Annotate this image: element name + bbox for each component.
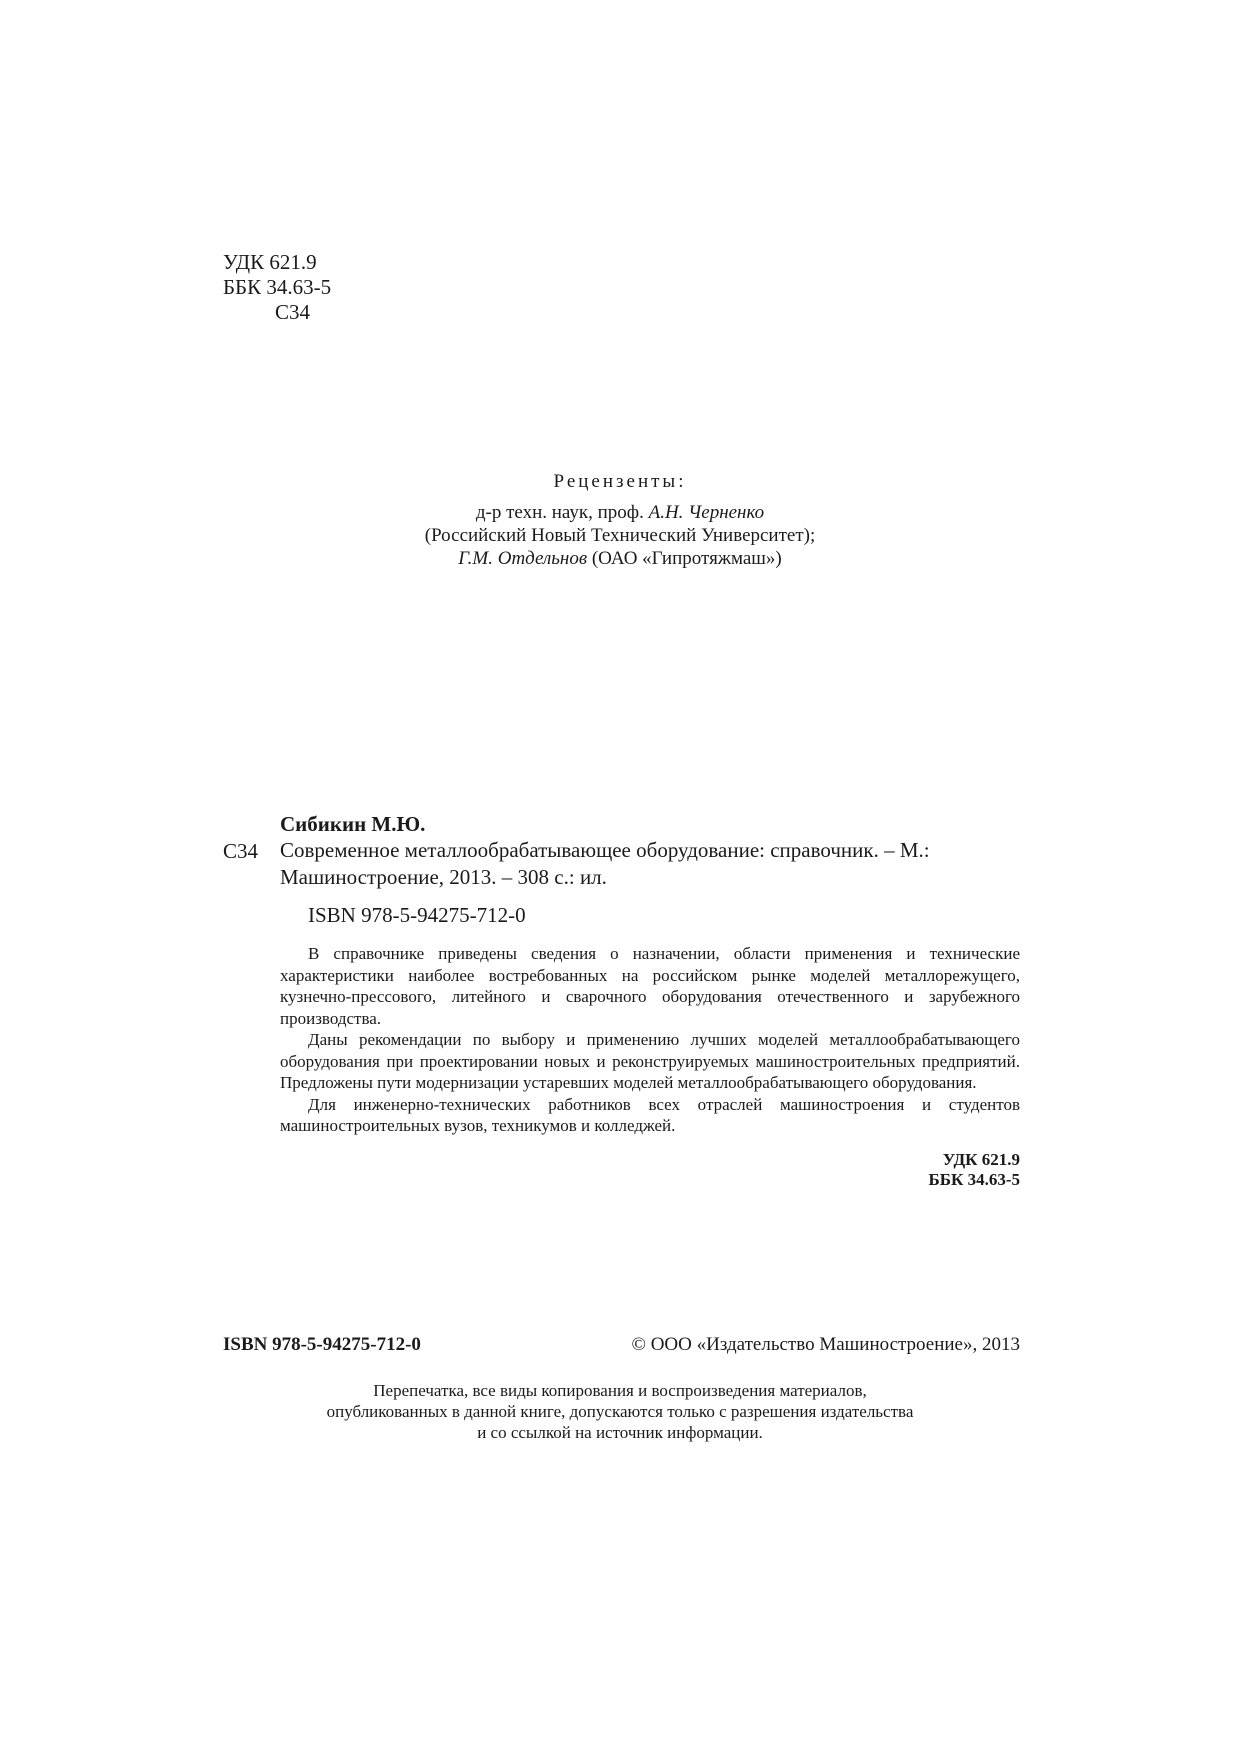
bbk-code: ББК 34.63-5 [223, 275, 332, 299]
reviewers-block [0, 470, 1240, 570]
reviewer-degree: д-р техн. наук, проф. [475, 502, 649, 523]
author-name: Сибикин М.Ю. [280, 812, 426, 836]
abstract-paragraph-1: В справочнике приведены сведения о назначении, области применения и технические характеристики наиболее востребованных на российском рынке моделей металлорежущего, кузнечно-прессового, литейного и сварочного оборудования отечественного и зарубежного производства. [280, 944, 1020, 1028]
copyright: © ООО «Издательство Машиностроение», 2013 [631, 1334, 1020, 1355]
abstract-bbk: ББК 34.63-5 [928, 1170, 1020, 1189]
reviewer-name-1: А.Н. Черненко [648, 502, 765, 523]
abstract [280, 943, 1020, 1137]
udk-code: УДК 621.9 [223, 250, 317, 274]
reviewer-line-3 [0, 547, 1240, 570]
isbn-line: ISBN 978-5-94275-712-0 [308, 903, 526, 927]
notice-line-2: опубликованных в данной книге, допускаются только с разрешения издательства [326, 1402, 914, 1421]
title-line-2: Машиностроение, 2013. – 308 с.: ил. [280, 865, 607, 889]
reprint-notice [0, 1380, 1240, 1443]
book-title [280, 837, 1020, 891]
classification-block [223, 250, 331, 325]
title-line-1: Современное металлообрабатывающее оборудование: справочник. – М.: [280, 838, 930, 862]
abstract-paragraph-2: Даны рекомендации по выбору и применению лучших моделей металлообрабатывающего оборудования при проектировании новых и реконструируемых машиностроительных предприятий. Предложены пути модернизации устаревших моделей металлообрабатывающего оборудования. [280, 1030, 1020, 1092]
abstract-udk: УДК 621.9 [942, 1150, 1020, 1169]
reviewers-heading: Рецензенты: [553, 471, 687, 492]
reviewer-org: (ОАО «Гипротяжмаш») [587, 548, 782, 569]
footer-isbn: ISBN 978-5-94275-712-0 [223, 1334, 421, 1355]
reviewer-line-2: (Российский Новый Технический Университет); [424, 525, 816, 546]
notice-line-3: и со ссылкой на источник информации. [477, 1423, 763, 1442]
abstract-codes [780, 1150, 1020, 1190]
reviewer-name-2: Г.М. Отдельнов [458, 548, 588, 569]
notice-line-1: Перепечатка, все виды копирования и воспроизведения материалов, [373, 1381, 867, 1400]
bibliography-code: С34 [223, 839, 259, 863]
reviewer-line-1 [0, 501, 1240, 524]
author-mark-code: С34 [275, 300, 311, 324]
abstract-paragraph-3: Для инженерно-технических работников всех отраслей машиностроения и студентов машиностроительных вузов, техникумов и колледжей. [280, 1094, 1020, 1135]
